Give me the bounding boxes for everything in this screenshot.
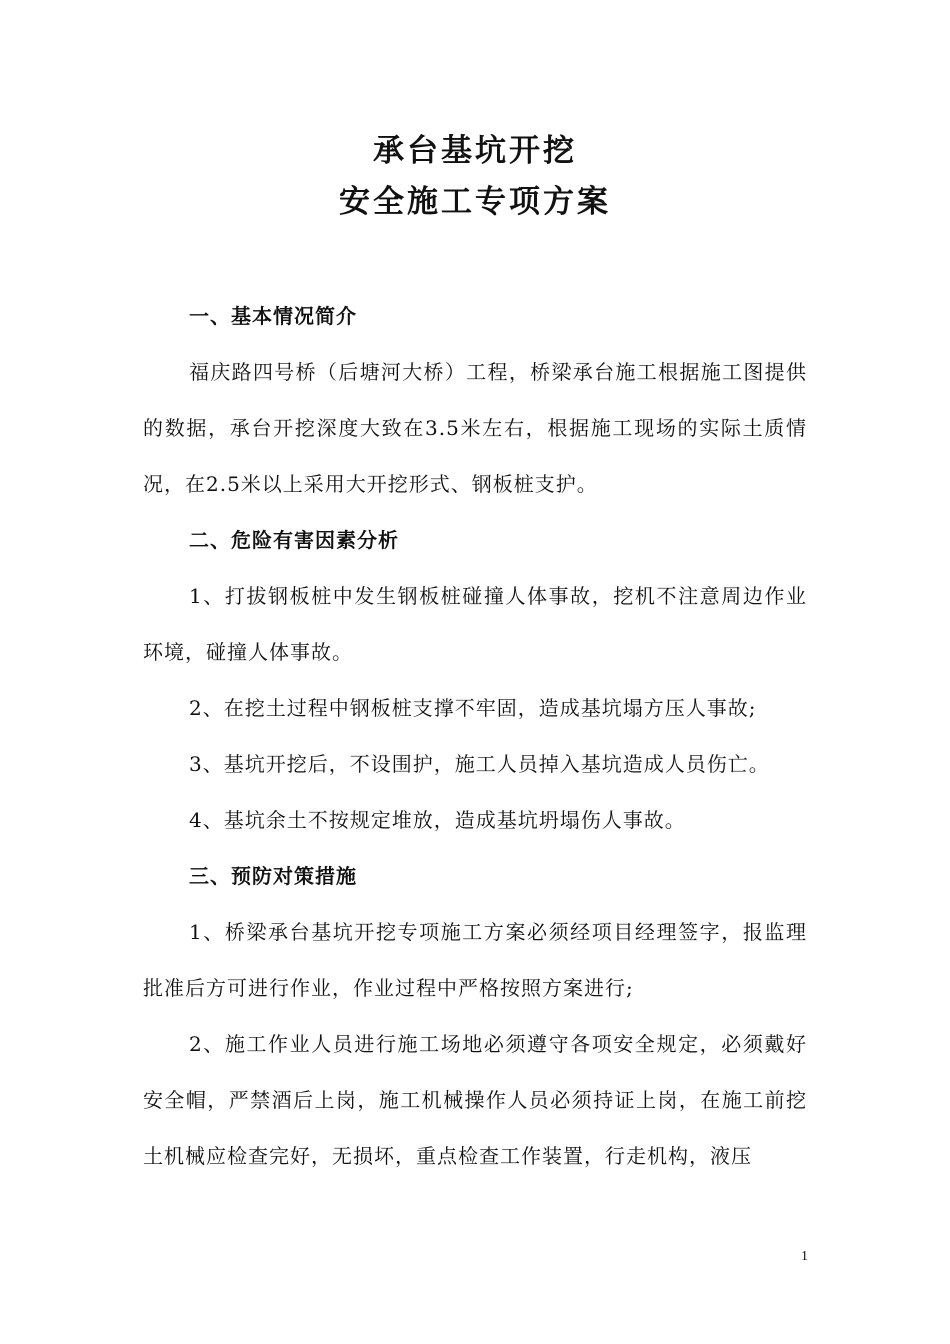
section-3-paragraph-2: 2、施工作业人员进行施工场地必须遵守各项安全规定，必须戴好安全帽，严禁酒后上岗，施工机械操作人员必须持证上岗，在施工前挖土机械应检查完好，无损坏，重点检查工作装置，行走机构，液压 (143, 1032, 807, 1168)
section-heading-1: 一、基本情况简介 (189, 304, 357, 328)
section-1-paragraph-1: 福庆路四号桥（后塘河大桥）工程，桥梁承台施工根据施工图提供的数据，承台开挖深度大致在3.5米左右，根据施工现场的实际土质情况，在2.5米以上采用大开挖形式、钢板桩支护。 (143, 360, 807, 496)
document-title-line2: 安全施工专项方案 (339, 184, 611, 220)
section-2-paragraph-4: 4、基坑余土不按规定堆放，造成基坑坍塌伤人事故。 (189, 808, 686, 832)
section-heading-3: 三、预防对策措施 (189, 864, 357, 888)
section-2-paragraph-2: 2、在挖土过程中钢板桩支撑不牢固，造成基坑塌方压人事故; (189, 696, 757, 720)
section-heading-2: 二、危险有害因素分析 (189, 528, 399, 552)
document-body (143, 288, 807, 1184)
document-title-line1: 承台基坑开挖 (373, 133, 577, 169)
section-2-paragraph-3: 3、基坑开挖后，不设围护，施工人员掉入基坑造成人员伤亡。 (189, 752, 770, 776)
section-2-paragraph-1: 1、打拔钢板桩中发生钢板桩碰撞人体事故，挖机不注意周边作业环境，碰撞人体事故。 (143, 584, 807, 664)
page-number: 1 (801, 1249, 808, 1264)
section-3-paragraph-1: 1、桥梁承台基坑开挖专项施工方案必须经项目经理签字，报监理批准后方可进行作业，作业过程中严格按照方案进行; (143, 920, 807, 1000)
